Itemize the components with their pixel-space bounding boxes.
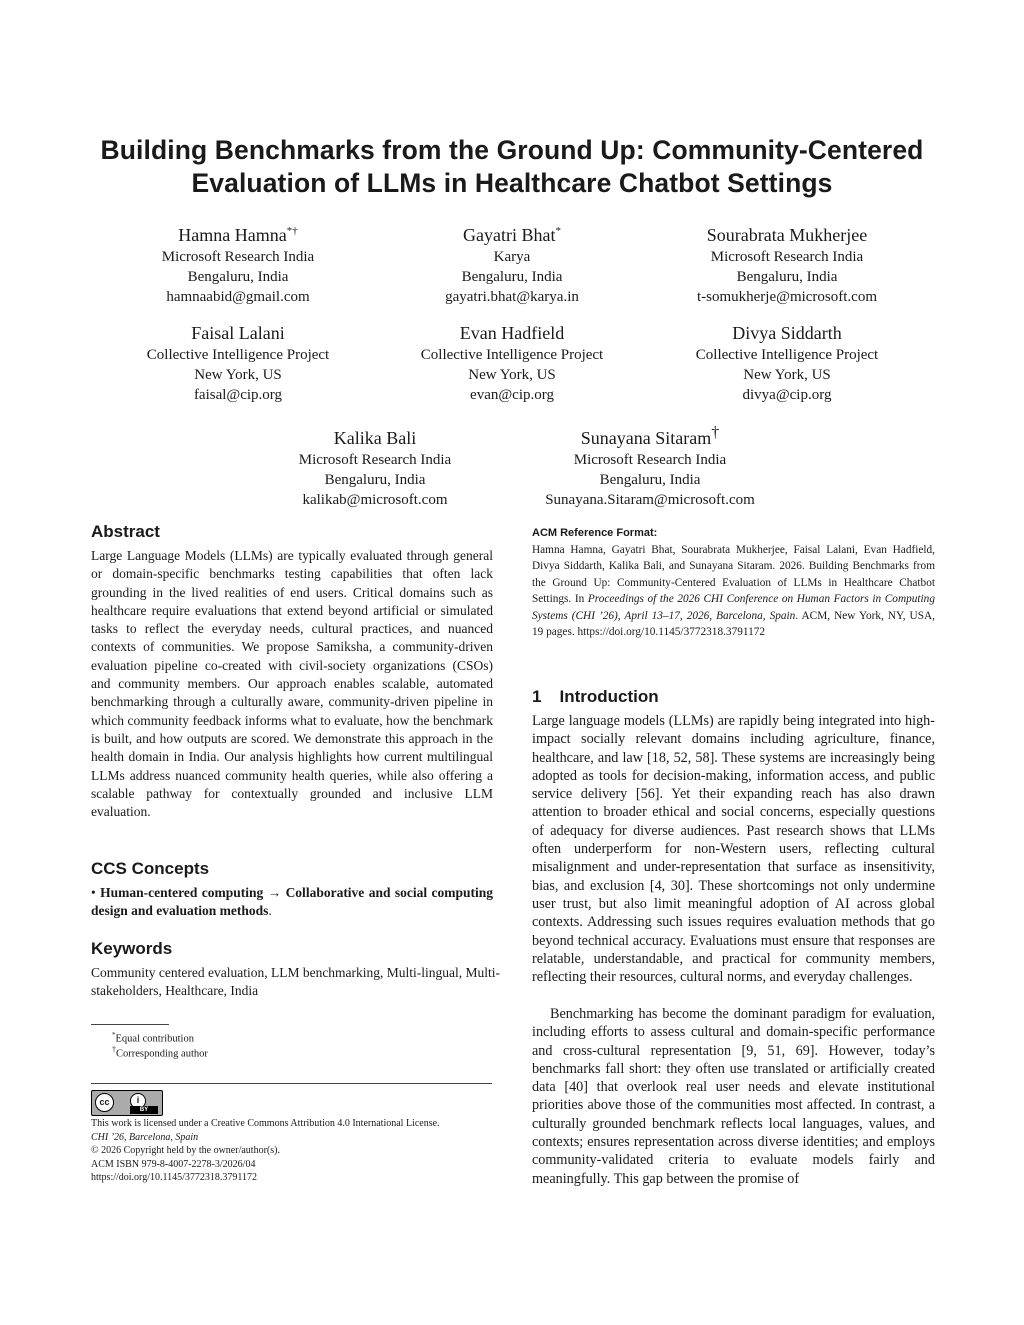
footnote-corr-text: Corresponding author xyxy=(116,1048,208,1060)
author-affiliation: Microsoft Research India xyxy=(298,452,452,468)
author-email[interactable]: faisal@cip.org xyxy=(193,387,283,403)
author-affiliation: Microsoft Research India xyxy=(573,452,727,468)
ccs-heading: CCS Concepts xyxy=(91,859,210,878)
author-affiliation: Collective Intelligence Project xyxy=(420,347,604,363)
author-email[interactable]: hamnaabid@gmail.com xyxy=(166,289,310,305)
author-block xyxy=(229,426,521,510)
author-block xyxy=(366,223,658,307)
author-marks: * xyxy=(555,225,561,237)
author-location: Bengaluru, India xyxy=(324,472,426,488)
author-marks: *† xyxy=(286,225,298,237)
by-label: BY xyxy=(130,1106,158,1114)
author-affiliation: Collective Intelligence Project xyxy=(146,347,330,363)
abstract-heading: Abstract xyxy=(91,522,160,541)
author-block xyxy=(366,321,658,405)
license-text: This work is licensed under a Creative Commons Attribution 4.0 International License. xyxy=(91,1118,440,1129)
ccs-period: . xyxy=(268,903,272,919)
author-affiliation: Karya xyxy=(493,249,531,265)
acm-ref-proceedings: Proceedings of the 2026 CHI Conference on Human Factors in Computing Systems (CHI ’26), April 13–17, 2026, Barcelona, Spain xyxy=(532,593,935,622)
author-block xyxy=(92,321,384,405)
footnote-equal-mark: * xyxy=(112,1031,116,1039)
author-block xyxy=(641,321,933,405)
author-email[interactable]: divya@cip.org xyxy=(742,387,832,403)
author-block xyxy=(504,426,796,510)
cc-icon: cc xyxy=(95,1093,114,1112)
keywords-text: Community centered evaluation, LLM benchmarking, Multi-lingual, Multi-stakeholders, Healthcare, India xyxy=(91,965,501,999)
intro-heading xyxy=(532,686,659,708)
cc-by-badge[interactable] xyxy=(91,1090,163,1116)
author-email[interactable]: gayatri.bhat@karya.in xyxy=(445,289,579,305)
author-name: Divya Siddarth xyxy=(732,323,842,343)
intro-paragraph-1: Large language models (LLMs) are rapidly being integrated into high-impact socially relevant domains including agriculture, finance, healthcare, and law [18, 52, 58]. These systems are increasingly being adopted as tools for decision-making, information access, and public service delivery [56]. Yet their expanding reach has also drawn attention to broader ethical and social concerns, especially questions of adequacy for diverse audiences. Past research shows that LLMs often underperform for non-Western users, reflecting cultural misalignment and under-representation that surface as insensitivity, bias, and exclusion [4, 30]. These shortcomings not only undermine user trust, but also limit meaningful adoption of AI across global contexts. Addressing such issues requires evaluation methods that go beyond technical accuracy. Evaluations must ensure that responses are relatable, understandable, and practical for community members, reflecting their resources, cultural norms, and everyday challenges. xyxy=(532,713,935,986)
author-location: New York, US xyxy=(194,367,282,383)
author-location: New York, US xyxy=(468,367,556,383)
author-location: Bengaluru, India xyxy=(736,269,838,285)
section-title: Introduction xyxy=(559,687,659,706)
ccs-concept-text: Human-centered computing → Collaborative and social computing design and evaluation methods xyxy=(91,885,494,919)
license-venue: CHI ’26, Barcelona, Spain xyxy=(91,1131,199,1143)
license-block xyxy=(91,1117,501,1185)
author-name: Sourabrata Mukherjee xyxy=(706,225,868,245)
title-line-1: Building Benchmarks from the Ground Up: Community-Centered xyxy=(100,135,924,165)
author-name: Hamna Hamna xyxy=(178,225,287,245)
acm-ref-text xyxy=(532,542,935,640)
abstract-text: Large Language Models (LLMs) are typically evaluated through general or domain-specific benchmarks testing capabilities that often lack grounding in the lived realities of end users. Critical domains such as healthcare require evaluations that extend beyond artificial or simulated tasks to reflect the everyday needs, cultural practices, and nuanced contexts of communities. We propose Samiksha, a community-driven evaluation pipeline co-created with civil-society organizations (CSOs) and community members. Our approach enables scalable, automated benchmarking through a culturally aware, community-driven pipeline in which community feedback informs what to evaluate, how the benchmark is built, and how outputs are scored. We demonstrate this approach in the health domain in India. Our analysis highlights how current multilingual LLMs address nuanced community health queries, while also offering a scalable pathway for contextually grounded and inclusive LLM evaluation. xyxy=(91,548,493,820)
author-email[interactable]: Sunayana.Sitaram@microsoft.com xyxy=(545,492,755,508)
author-affiliation: Microsoft Research India xyxy=(161,249,315,265)
author-name: Kalika Bali xyxy=(333,428,417,448)
license-copyright: © 2026 Copyright held by the owner/author(s). xyxy=(91,1145,280,1157)
author-email[interactable]: kalikab@microsoft.com xyxy=(302,492,448,508)
author-location: New York, US xyxy=(743,367,831,383)
license-doi[interactable]: https://doi.org/10.1145/3772318.3791172 xyxy=(91,1172,258,1184)
license-isbn: ACM ISBN 979-8-4007-2278-3/2026/04 xyxy=(91,1158,256,1170)
author-name: Evan Hadfield xyxy=(459,323,565,343)
author-location: Bengaluru, India xyxy=(599,472,701,488)
person-icon: i xyxy=(130,1093,146,1109)
author-affiliation: Collective Intelligence Project xyxy=(695,347,879,363)
author-affiliation: Microsoft Research India xyxy=(710,249,864,265)
acm-ref-part-a: Hamna Hamna, Gayatri Bhat, Sourabrata Mukherjee, Faisal Lalani, Evan Hadfield, Divya Siddarth, Kalika Bali, and Sunayana Sitaram. 2026. Building Benchmarks from the Ground Up: Community-Centered Evaluation of LLMs in Healthcare Chatbot Settings. In xyxy=(532,544,935,606)
author-block xyxy=(641,223,933,307)
footnote-equal-text: Equal contribution xyxy=(115,1033,194,1045)
section-number: 1 xyxy=(532,687,542,706)
title-line-2: Evaluation of LLMs in Healthcare Chatbot Settings xyxy=(191,168,833,198)
author-email[interactable]: evan@cip.org xyxy=(470,387,554,403)
author-name: Gayatri Bhat xyxy=(463,225,556,245)
paper-title xyxy=(60,134,964,200)
author-location: Bengaluru, India xyxy=(187,269,289,285)
author-name: Sunayana Sitaram xyxy=(580,428,712,448)
author-marks: † xyxy=(711,424,720,441)
footnote-corr-mark: † xyxy=(112,1045,116,1054)
author-email[interactable]: t-somukherje@microsoft.com xyxy=(696,289,878,305)
acm-ref-part-b: . ACM, New York, NY, USA, 19 pages. https://doi.org/10.1145/3772318.3791172 xyxy=(532,609,935,639)
acm-ref-heading: ACM Reference Format: xyxy=(532,527,658,539)
author-location: Bengaluru, India xyxy=(461,269,563,285)
license-divider xyxy=(91,1083,492,1084)
author-name: Faisal Lalani xyxy=(191,323,285,343)
ccs-bullet: • xyxy=(91,885,96,900)
footnote-divider xyxy=(91,1024,169,1025)
footnote-corresponding xyxy=(112,1043,208,1062)
author-block xyxy=(92,223,384,307)
ccs-concepts xyxy=(91,884,493,921)
intro-paragraph-2: Benchmarking has become the dominant paradigm for evaluation, including efforts to assess cultural and domain-specific performance and cross-cultural representation [9, 51, 69]. However, today’s benchmarks fall short: they often use translated or artificially created data [40] that overlook real user needs and elevate institutional priorities above those of the communities most affected. In contrast, a culturally grounded benchmark reflects local languages, values, and contexts; ensures representation across diverse identities; and employs community-validated criteria to evaluate models fairly and meaningfully. This gap between the promise of xyxy=(532,1006,935,1187)
keywords-heading: Keywords xyxy=(91,939,173,958)
